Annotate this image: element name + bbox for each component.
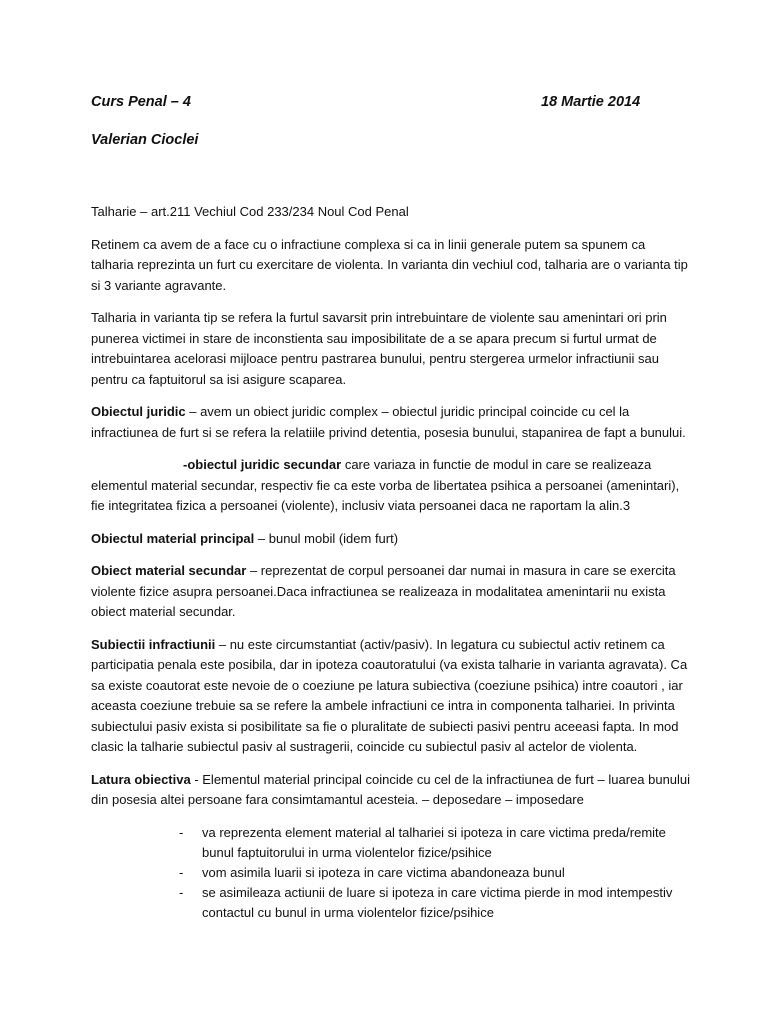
list-item-text: se asimileaza actiunii de luare si ipoteza in care victima pierde in mod intempestiv contactul cu bunul in urma violentelor fizice/psihice [202, 884, 673, 920]
course-date: 18 Martie 2014 [541, 94, 641, 110]
term-text: – avem un obiect juridic complex – obiectul juridic principal coincide cu cel la infractiunea de furt si se refera la relatiile privind detentia, posesia bunului, stapanirea de fapt a bunului. [91, 404, 686, 440]
list-item-text: vom asimila luarii si ipoteza in care victima abandoneaza bunul [202, 864, 565, 880]
bullet-dash: - [179, 864, 184, 880]
document-body [91, 202, 691, 923]
term-label: Subiectii infractiunii [91, 636, 216, 652]
term-label: -obiectul juridic secundar [183, 457, 342, 472]
list-item [91, 883, 691, 923]
list-item [91, 823, 691, 863]
term-text: – nu este circumstantiat (activ/pasiv). In legatura cu subiectul activ retinem ca participatia penala este posibila, dar in ipoteza coautoratului (va exista talharie in varianta agravata). Ca sa existe coautorat este nevoie de o coeziune pe latura subiectiva (coeziune psihica) intre coautori , iar aceasta coeziune trebuie sa se refere la ambele infractiuni ce intra in componenta talhariei. In privinta subiectului pasiv exista si posibilitate sa fie o pluralitate de subiecti pasivi pentru aceeasi fapta. In mod clasic la talharie subiectul pasiv al sustragerii, coincide cu subiectul pasiv al actelor de violenta. [91, 636, 688, 754]
course-title: Curs Penal – 4 [91, 94, 191, 110]
bullet-dash: - [179, 884, 184, 900]
paragraph [91, 635, 691, 758]
paragraph: Retinem ca avem de a face cu o infractiune complexa si ca in linii generale putem sa spunem ca talharia reprezinta un furt cu exercitare de violenta. In varianta din vechiul cod, talharia are o varianta tip si 3 variante agravante. [91, 236, 688, 293]
bullet-dash: - [179, 824, 184, 840]
paragraph [91, 561, 691, 623]
term-label: Latura obiectiva [91, 771, 191, 787]
term-text: – reprezentat de corpul persoanei dar numai in masura in care se exercita violente fizice asupra persoanei.Daca infractiunea se realizeaza in modalitatea amenintarii nu exista obiect material secundar. [91, 563, 676, 619]
section-title: Talharie – art.211 Vechiul Cod 233/234 Noul Cod Penal [91, 204, 409, 219]
term-text: – bunul mobil (idem furt) [254, 530, 399, 546]
term-label: Obiect material secundar [91, 563, 247, 578]
bullet-list [91, 823, 691, 923]
term-text: - Elementul material principal coincide cu cel de la infractiunea de furt – luarea bunului din posesia altei persoane fara consimtamantul acesteia. – deposedare – imposedare [91, 771, 691, 807]
term-label: Obiectul juridic [91, 404, 186, 419]
paragraph [91, 770, 691, 811]
paragraph [91, 529, 691, 550]
list-item-text: va reprezenta element material al talhariei si ipoteza in care victima preda/remite bunul faptuitorului in urma violentelor fizice/psihice [202, 824, 666, 860]
term-text: care variaza in functie de modul in care se realizeaza elementul material secundar, respectiv fie ca este vorba de libertatea psihica a persoanei (amenintari), fie integritatea fizica a persoanei (violente), inclusiv viata persoanei daca ne raportam la alin.3 [91, 457, 680, 513]
paragraph [91, 455, 691, 517]
list-item [91, 863, 691, 883]
paragraph [91, 402, 691, 443]
author-name: Valerian Cioclei [91, 132, 199, 148]
paragraph: Talharia in varianta tip se refera la furtul savarsit prin intrebuintare de violente sau amenintari ori prin punerea victimei in stare de inconstienta sau imposibilitate de a se apara precum si furtul urmat de intrebuintarea acelorasi mijloace pentru pastrarea bunului, pentru stergerea urmelor infractiunii sau pentru ca faptuitorul sa isi asigure scaparea. [91, 310, 667, 387]
document-header [91, 94, 651, 110]
term-label: Obiectul material principal [91, 530, 255, 546]
